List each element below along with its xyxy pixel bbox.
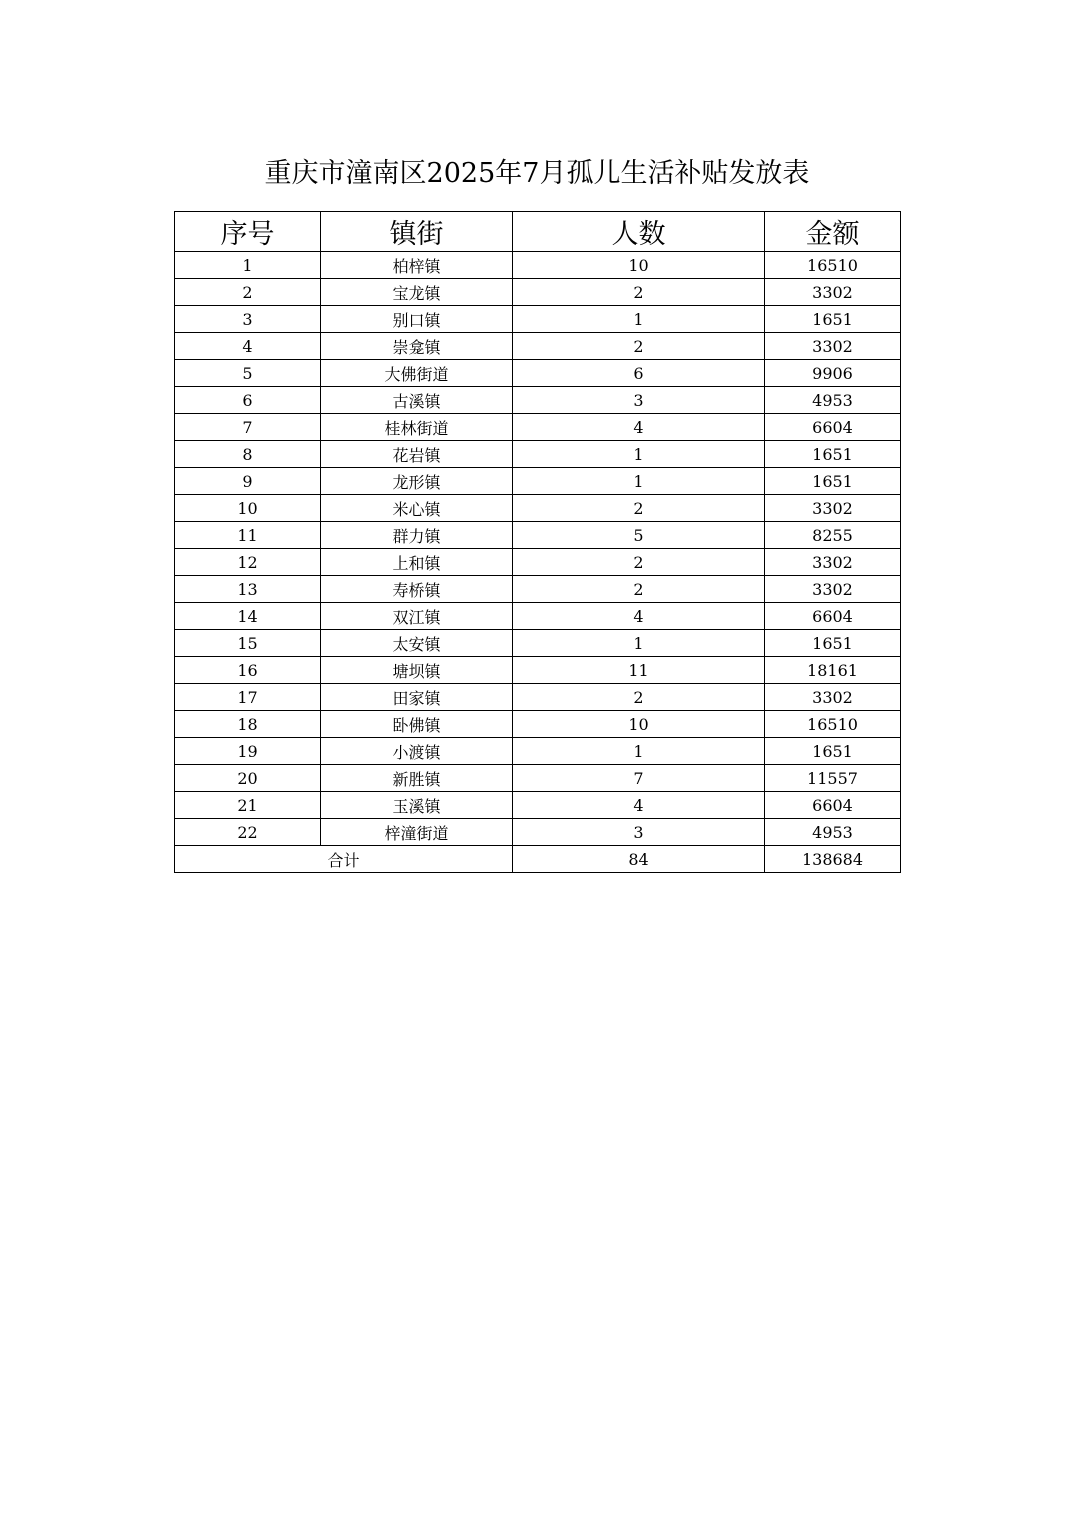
row-amount: 11557: [765, 765, 901, 792]
row-town: 花岩镇: [321, 441, 513, 468]
row-index: 4: [175, 333, 321, 360]
table-row: [175, 684, 901, 711]
row-town: 新胜镇: [321, 765, 513, 792]
row-index: 19: [175, 738, 321, 765]
row-town: 群力镇: [321, 522, 513, 549]
table-row: [175, 630, 901, 657]
row-count: 5: [513, 522, 765, 549]
header-amount: 金额: [765, 212, 901, 252]
row-amount: 1651: [765, 630, 901, 657]
table-row: [175, 279, 901, 306]
row-count: 1: [513, 738, 765, 765]
row-amount: 1651: [765, 306, 901, 333]
row-amount: 18161: [765, 657, 901, 684]
table-row: [175, 603, 901, 630]
row-index: 15: [175, 630, 321, 657]
row-town: 寿桥镇: [321, 576, 513, 603]
table-row: [175, 549, 901, 576]
row-index: 13: [175, 576, 321, 603]
row-town: 上和镇: [321, 549, 513, 576]
row-town: 米心镇: [321, 495, 513, 522]
table-row: [175, 333, 901, 360]
table-row: [175, 306, 901, 333]
row-amount: 4953: [765, 819, 901, 846]
row-town: 塘坝镇: [321, 657, 513, 684]
row-index: 6: [175, 387, 321, 414]
table-body: [175, 252, 901, 846]
row-count: 11: [513, 657, 765, 684]
row-count: 6: [513, 360, 765, 387]
table-row: [175, 738, 901, 765]
row-town: 宝龙镇: [321, 279, 513, 306]
row-index: 10: [175, 495, 321, 522]
row-amount: 3302: [765, 549, 901, 576]
row-amount: 16510: [765, 711, 901, 738]
row-amount: 3302: [765, 279, 901, 306]
row-index: 11: [175, 522, 321, 549]
row-index: 18: [175, 711, 321, 738]
row-amount: 6604: [765, 792, 901, 819]
row-town: 双江镇: [321, 603, 513, 630]
table-row: [175, 441, 901, 468]
row-town: 玉溪镇: [321, 792, 513, 819]
total-count: 84: [513, 846, 765, 873]
total-amount: 138684: [765, 846, 901, 873]
row-count: 4: [513, 792, 765, 819]
header-count: 人数: [513, 212, 765, 252]
row-count: 1: [513, 306, 765, 333]
row-amount: 1651: [765, 738, 901, 765]
row-amount: 3302: [765, 576, 901, 603]
row-town: 田家镇: [321, 684, 513, 711]
table-row: [175, 765, 901, 792]
table-row: [175, 360, 901, 387]
row-index: 16: [175, 657, 321, 684]
row-count: 2: [513, 495, 765, 522]
row-count: 1: [513, 441, 765, 468]
row-amount: 16510: [765, 252, 901, 279]
header-index: 序号: [175, 212, 321, 252]
table-row: [175, 414, 901, 441]
row-index: 14: [175, 603, 321, 630]
table-row: [175, 657, 901, 684]
row-index: 2: [175, 279, 321, 306]
row-town: 梓潼街道: [321, 819, 513, 846]
total-row: [175, 846, 901, 873]
table-row: [175, 468, 901, 495]
row-amount: 3302: [765, 333, 901, 360]
row-count: 4: [513, 414, 765, 441]
row-index: 1: [175, 252, 321, 279]
row-amount: 4953: [765, 387, 901, 414]
table-row: [175, 711, 901, 738]
table-row: [175, 819, 901, 846]
row-town: 柏梓镇: [321, 252, 513, 279]
row-count: 4: [513, 603, 765, 630]
row-town: 桂林街道: [321, 414, 513, 441]
row-index: 5: [175, 360, 321, 387]
row-amount: 3302: [765, 495, 901, 522]
header-row: [175, 212, 901, 252]
row-amount: 9906: [765, 360, 901, 387]
row-index: 20: [175, 765, 321, 792]
row-index: 8: [175, 441, 321, 468]
row-amount: 6604: [765, 414, 901, 441]
header-town: 镇街: [321, 212, 513, 252]
row-amount: 3302: [765, 684, 901, 711]
total-label: 合计: [175, 846, 513, 873]
row-index: 3: [175, 306, 321, 333]
table-row: [175, 522, 901, 549]
row-town: 小渡镇: [321, 738, 513, 765]
row-count: 2: [513, 684, 765, 711]
row-index: 21: [175, 792, 321, 819]
table-row: [175, 387, 901, 414]
row-index: 17: [175, 684, 321, 711]
row-town: 大佛街道: [321, 360, 513, 387]
row-index: 7: [175, 414, 321, 441]
row-count: 2: [513, 279, 765, 306]
row-index: 12: [175, 549, 321, 576]
row-count: 2: [513, 333, 765, 360]
row-amount: 6604: [765, 603, 901, 630]
row-index: 22: [175, 819, 321, 846]
row-count: 10: [513, 252, 765, 279]
row-town: 卧佛镇: [321, 711, 513, 738]
row-count: 10: [513, 711, 765, 738]
row-town: 别口镇: [321, 306, 513, 333]
row-town: 古溪镇: [321, 387, 513, 414]
row-count: 2: [513, 549, 765, 576]
table-row: [175, 792, 901, 819]
table-row: [175, 252, 901, 279]
row-amount: 8255: [765, 522, 901, 549]
row-index: 9: [175, 468, 321, 495]
row-count: 1: [513, 630, 765, 657]
subsidy-table: [174, 211, 901, 873]
page-title: 重庆市潼南区2025年7月孤儿生活补贴发放表: [264, 158, 810, 189]
row-count: 7: [513, 765, 765, 792]
row-count: 1: [513, 468, 765, 495]
table-row: [175, 495, 901, 522]
row-town: 太安镇: [321, 630, 513, 657]
row-count: 3: [513, 819, 765, 846]
row-amount: 1651: [765, 468, 901, 495]
row-amount: 1651: [765, 441, 901, 468]
row-town: 崇龛镇: [321, 333, 513, 360]
row-town: 龙形镇: [321, 468, 513, 495]
table-row: [175, 576, 901, 603]
row-count: 3: [513, 387, 765, 414]
row-count: 2: [513, 576, 765, 603]
